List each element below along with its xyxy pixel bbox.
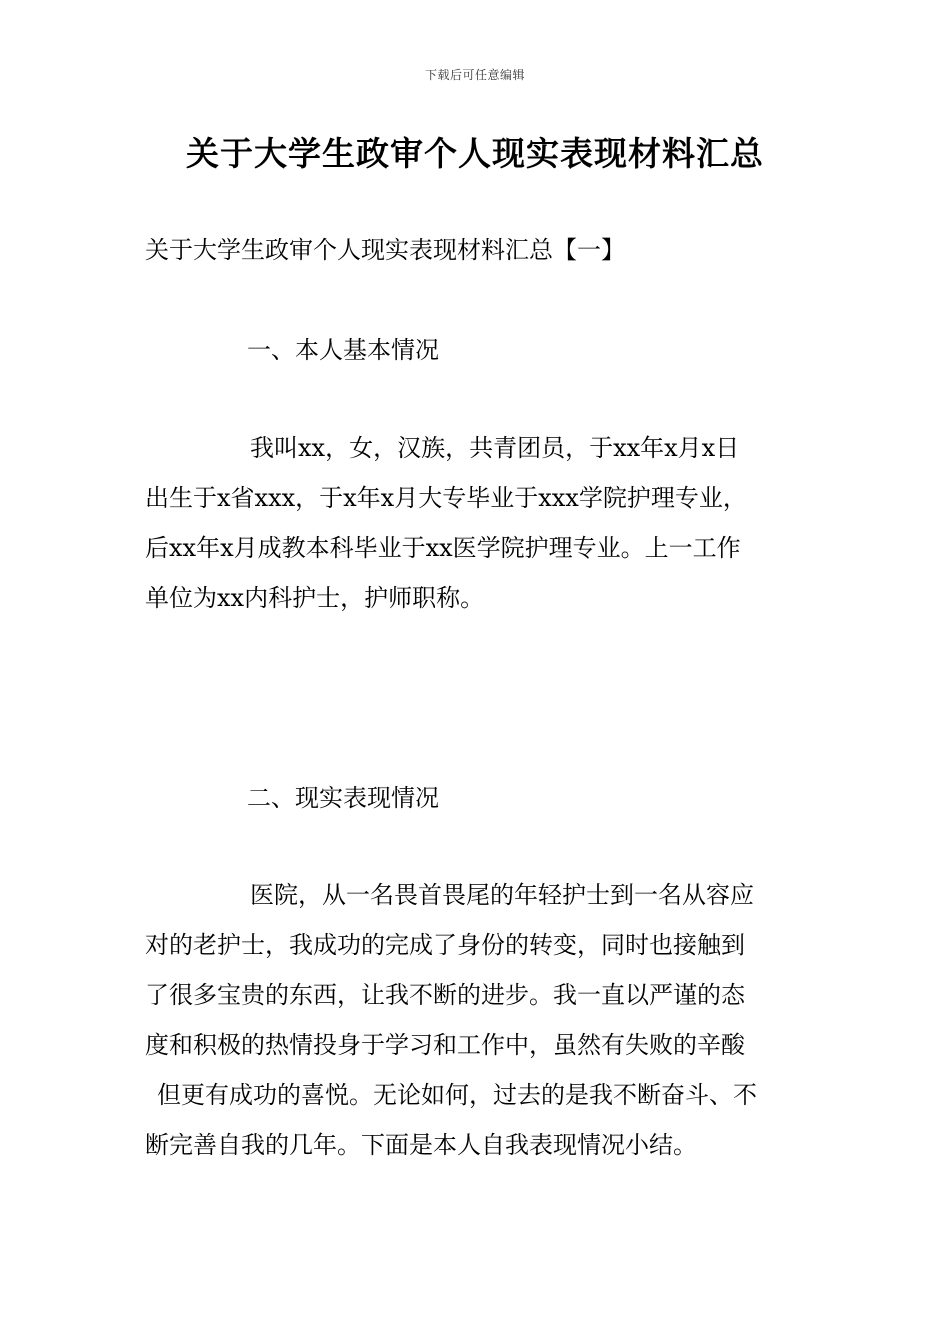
paragraph-line: 但更有成功的喜悦。无论如何，过去的是我不断奋斗、不: [157, 1081, 757, 1109]
paragraph-line: 对的老护士，我成功的完成了身份的转变，同时也接触到: [145, 931, 745, 959]
section-heading-basic-info: 一、本人基本情况: [247, 336, 439, 364]
paragraph-line: 出生于x省xxx，于x年x月大专毕业于xxx学院护理专业，: [145, 484, 747, 512]
header-note: 下载后可任意编辑: [424, 68, 525, 82]
paragraph-line: 断完善自我的几年。下面是本人自我表现情况小结。: [145, 1131, 697, 1159]
paragraph-line: 了很多宝贵的东西，让我不断的进步。我一直以严谨的态: [145, 981, 745, 1009]
paragraph-line: 我叫xx，女，汉族，共青团员，于xx年x月x日: [250, 434, 740, 462]
document-title: 关于大学生政审个人现实表现材料汇总: [186, 134, 764, 173]
paragraph-line: 度和积极的热情投身于学习和工作中，虽然有失败的辛酸: [145, 1031, 745, 1059]
paragraph-line: 后xx年x月成教本科毕业于xx医学院护理专业。上一工作: [145, 534, 741, 562]
section-heading-performance: 二、现实表现情况: [247, 784, 439, 812]
paragraph-performance: [145, 870, 835, 1170]
paragraph-line: 医院，从一名畏首畏尾的年轻护士到一名从容应: [250, 881, 754, 909]
paragraph-line: 单位为xx内科护士，护师职称。: [145, 584, 485, 612]
paragraph-basic-info: [145, 423, 835, 623]
document-subtitle: 关于大学生政审个人现实表现材料汇总【一】: [145, 236, 625, 264]
